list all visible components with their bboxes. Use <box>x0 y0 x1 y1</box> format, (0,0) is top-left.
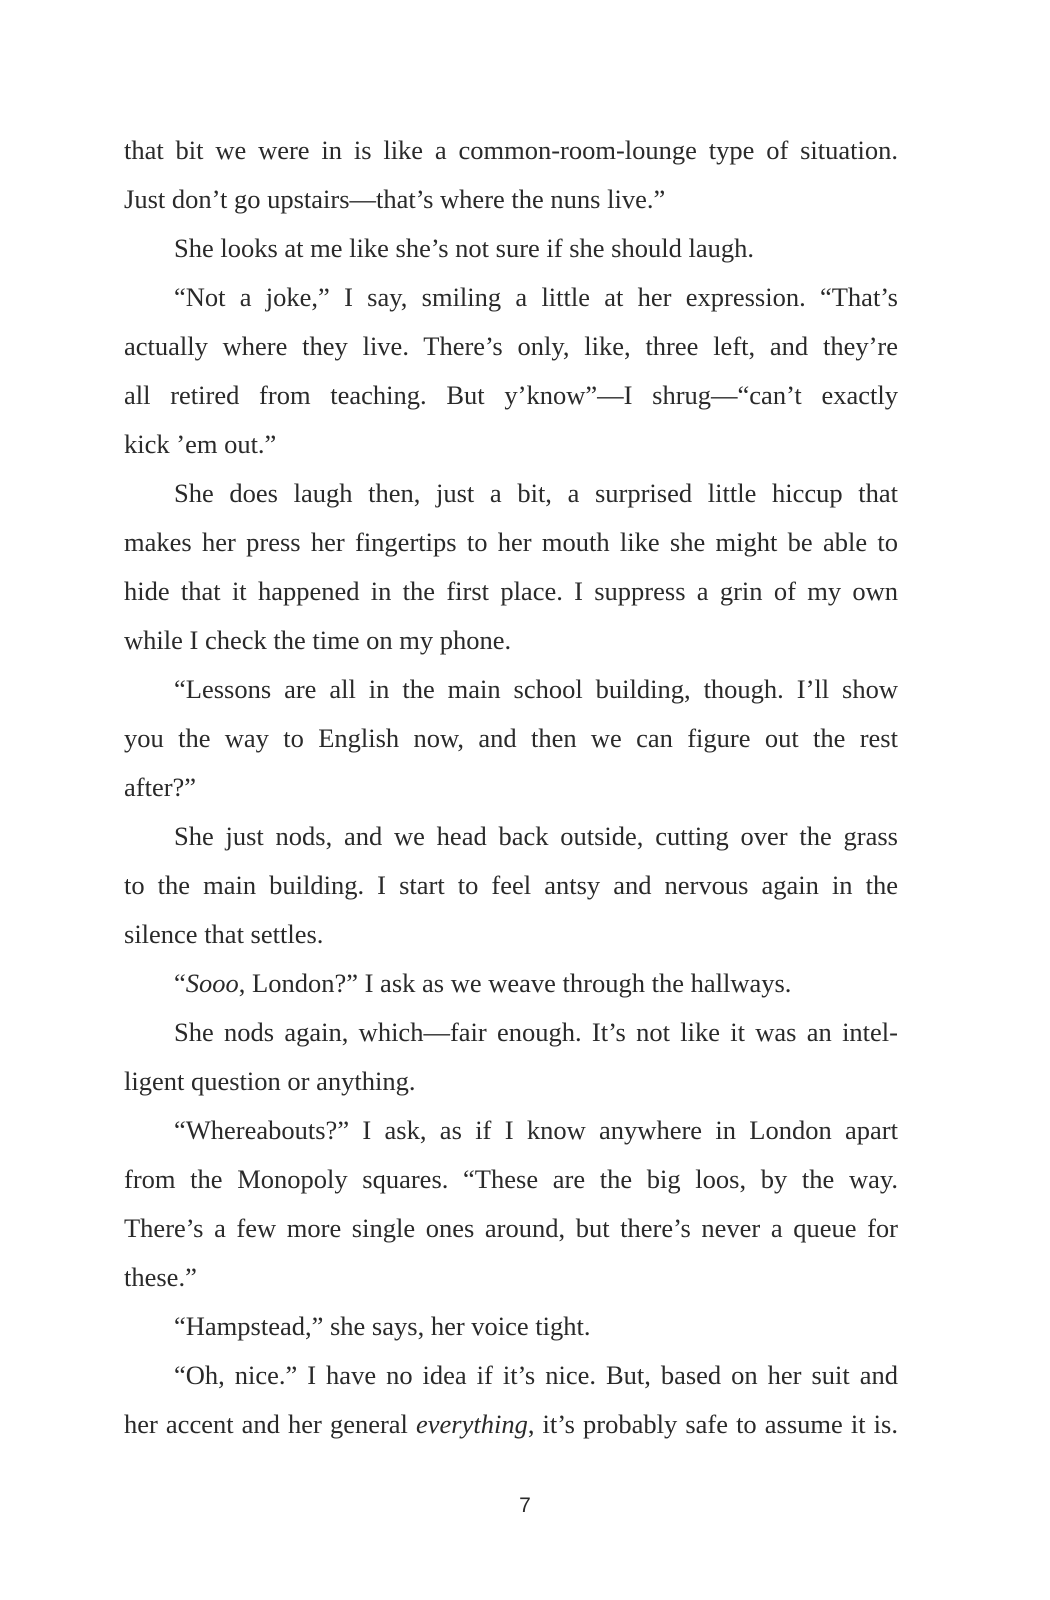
text-line: There’s a few more single ones around, but there’s never a queue for <box>124 1213 898 1243</box>
text-line: these.” <box>124 1262 197 1292</box>
text-line: She nods again, which—fair enough. It’s not like it was an intel- <box>174 1017 898 1047</box>
text-line: “Not a joke,” I say, smiling a little at her expression. “That’s <box>174 282 898 312</box>
text-line: hide that it happened in the first place. I suppress a grin of my own <box>124 576 898 606</box>
text-line: “Lessons are all in the main school building, though. I’ll show <box>174 674 898 704</box>
text-line: after?” <box>124 772 197 802</box>
text-line: makes her press her fingertips to her mouth like she might be able to <box>124 527 898 557</box>
text-line: that bit we were in is like a common-room-lounge type of situation. <box>124 135 898 165</box>
text-line: “Sooo, London?” I ask as we weave through the hallways. <box>174 968 792 998</box>
body-text <box>124 126 898 1449</box>
text-line: actually where they live. There’s only, like, three left, and they’re <box>124 331 898 361</box>
text-line: Just don’t go upstairs—that’s where the nuns live.” <box>124 184 666 214</box>
text-line: you the way to English now, and then we can figure out the rest <box>124 723 898 753</box>
text-line: She does laugh then, just a bit, a surprised little hiccup that <box>174 478 898 508</box>
text-line: She looks at me like she’s not sure if she should laugh. <box>174 233 754 263</box>
text-line: She just nods, and we head back outside, cutting over the grass <box>174 821 898 851</box>
text-line: from the Monopoly squares. “These are the big loos, by the way. <box>124 1164 898 1194</box>
text-line: “Whereabouts?” I ask, as if I know anywhere in London apart <box>174 1115 898 1145</box>
text-line: kick ’em out.” <box>124 429 277 459</box>
text-line: silence that settles. <box>124 919 324 949</box>
text-line: “Hampstead,” she says, her voice tight. <box>174 1311 591 1341</box>
italic-text: Sooo <box>185 968 239 998</box>
page-number: 7 <box>519 1494 531 1517</box>
text-line: while I check the time on my phone. <box>124 625 512 655</box>
text-line: “Oh, nice.” I have no idea if it’s nice. But, based on her suit and <box>174 1360 898 1390</box>
text-line: her accent and her general everything, it’s probably safe to assume it is. <box>124 1409 898 1439</box>
text-line: ligent question or anything. <box>124 1066 416 1096</box>
italic-text: everything <box>416 1409 528 1439</box>
text-line: to the main building. I start to feel antsy and nervous again in the <box>124 870 898 900</box>
text-line: all retired from teaching. But y’know”—I shrug—“can’t exactly <box>124 380 898 410</box>
